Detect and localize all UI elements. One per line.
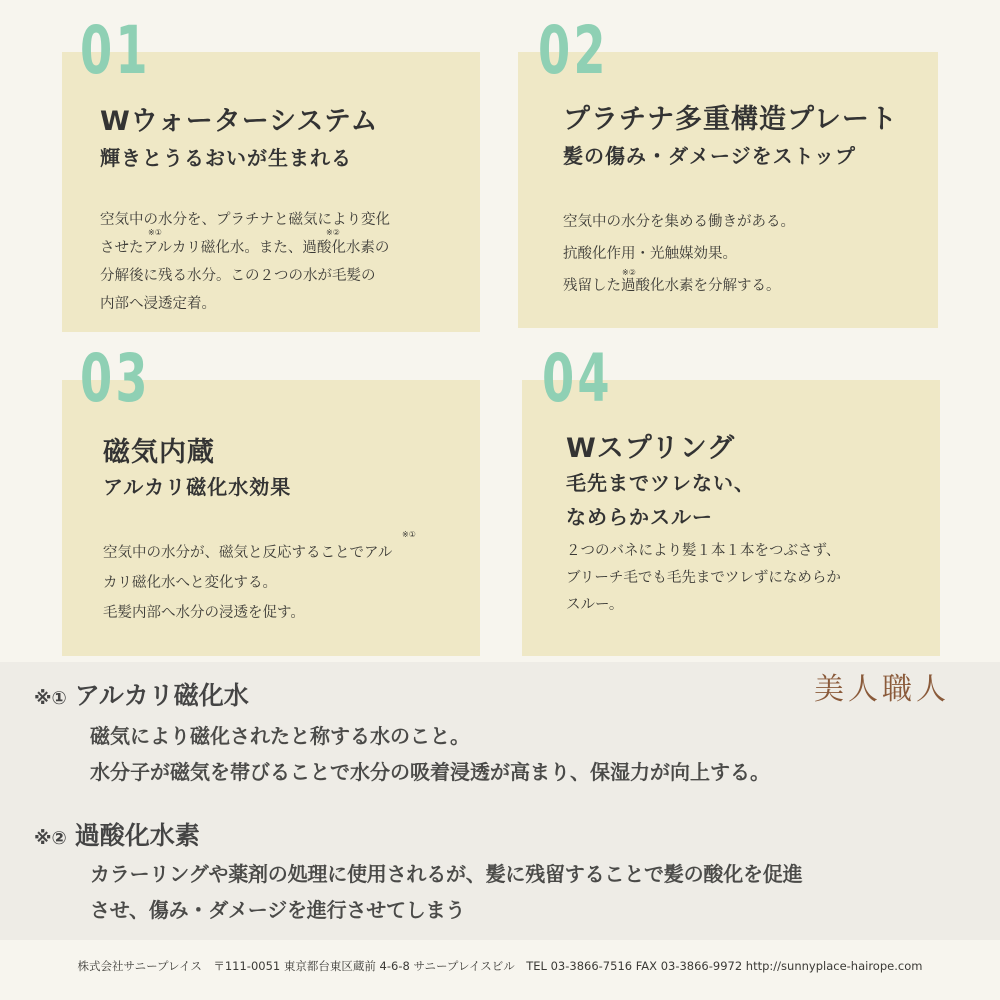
feature-subtitle-04 [566,466,755,534]
feature-subtitle-line: なめらかスルー [566,505,713,529]
feature-subtitle-02: 髪の傷み・ダメージをストップ [563,144,856,168]
note-mark: ※① [34,688,67,709]
company-footer: 株式会社サニープレイス 〒111-0051 東京都台東区蔵前 4-6-8 サニープレイスビル TEL 03-3866-7516 FAX 03-3866-9972 http://sunnyplace-hairope.com [77,959,923,973]
feature-body-line: カリ磁化水へと変化する。 [103,575,277,591]
note-heading-2 [34,816,200,852]
feature-body-line: スルー。 [566,597,624,613]
feature-body-line: 抗酸化作用・光触媒効果。 [563,246,737,262]
feature-body-04 [566,538,841,619]
brand-logo: 美人職人 [814,672,950,707]
feature-body-line: 内部へ浸透定着。 [100,296,216,312]
note-line: させ、傷み・ダメージを進行させてしまう [90,898,466,922]
feature-title-01: Wウォーターシステム [100,106,379,137]
note-text-1 [90,718,770,790]
footnote-mark-1: ※① [402,530,416,539]
feature-body-03 [103,538,392,628]
feature-body-line: 空気中の水分を、プラチナと磁気により変化 [100,212,390,228]
feature-subtitle-01: 輝きとうるおいが生まれる [100,146,352,170]
note-term: 過酸化水素 [74,821,200,850]
feature-title-04: Wスプリング [566,433,736,464]
note-text-2 [90,856,802,928]
feature-body-02 [563,206,795,302]
feature-subtitle-line: 毛先までツレない、 [566,471,755,495]
feature-number-01: 01 [80,12,151,89]
feature-title-03: 磁気内蔵 [103,437,215,468]
feature-body-line: ２つのバネにより髪１本１本をつぶさず、 [566,543,841,559]
footnote-mark-2: ※② [326,228,340,237]
feature-body-line: させたアルカリ磁化水。また、過酸化水素の [100,240,390,256]
feature-body-line: 空気中の水分が、磁気と反応することでアル [103,545,393,561]
feature-subtitle-03: アルカリ磁化水効果 [103,475,292,499]
feature-body-line: 残留した過酸化水素を分解する。 [563,278,781,294]
note-heading-1 [34,676,249,712]
footnote-mark-1: ※① [148,228,162,237]
note-term: アルカリ磁化水 [74,681,249,710]
note-line: 磁気により磁化されたと称する水のこと。 [90,724,470,748]
feature-number-03: 03 [80,340,151,417]
note-line: カラーリングや薬剤の処理に使用されるが、髪に残留することで髪の酸化を促進 [90,862,803,886]
feature-body-line: 分解後に残る水分。この２つの水が毛髪の [100,268,376,284]
feature-number-04: 04 [542,340,613,417]
note-mark: ※② [34,828,67,849]
feature-body-line: 空気中の水分を集める働きがある。 [563,214,795,230]
feature-number-02: 02 [538,12,609,89]
feature-body-line: ブリーチ毛でも毛先までツレずになめらか [566,570,841,586]
note-line: 水分子が磁気を帯びることで水分の吸着浸透が高まり、保湿力が向上する。 [90,760,770,784]
footnote-mark-2: ※② [622,268,636,277]
feature-title-02: プラチナ多重構造プレート [563,104,898,135]
feature-body-01 [100,206,390,318]
feature-body-line: 毛髪内部へ水分の浸透を促す。 [103,605,305,621]
